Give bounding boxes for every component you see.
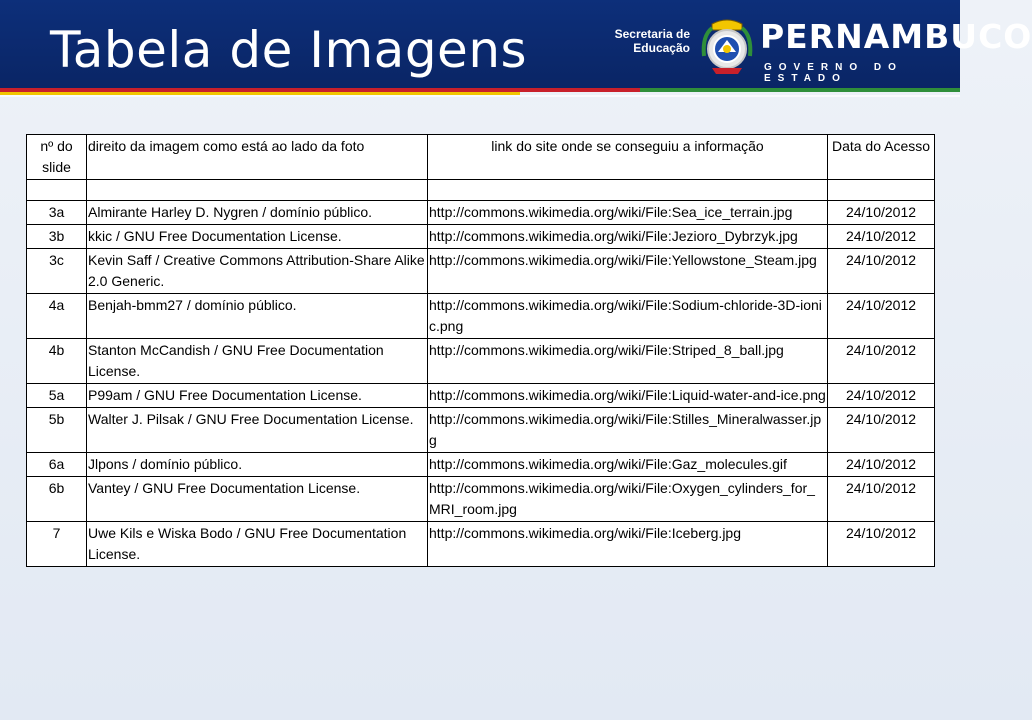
- stripe-green: [640, 88, 960, 92]
- cell-link[interactable]: http://commons.wikimedia.org/wiki/File:Yellowstone_Steam.jpg: [428, 249, 828, 294]
- header-row: [27, 135, 935, 180]
- table-cell: [828, 180, 935, 201]
- cell-date: 24/10/2012: [828, 522, 935, 567]
- table-row: [27, 408, 935, 453]
- secretaria-line-1: Secretaria de: [614, 27, 690, 41]
- cell-slide: 7: [27, 522, 87, 567]
- cell-rights: kkic / GNU Free Documentation License.: [87, 225, 428, 249]
- cell-date: 24/10/2012: [828, 201, 935, 225]
- table-row: [27, 294, 935, 339]
- secretaria-line-2: Educação: [633, 41, 690, 55]
- table-row: [27, 522, 935, 567]
- cell-date: 24/10/2012: [828, 294, 935, 339]
- col-header-link: link do site onde se conseguiu a informação: [428, 135, 828, 180]
- brand-name: PERNAMBUCO: [760, 17, 1032, 56]
- cell-rights: Benjah-bmm27 / domínio público.: [87, 294, 428, 339]
- table-cell: [428, 180, 828, 201]
- cell-date: 24/10/2012: [828, 453, 935, 477]
- cell-rights: Vantey / GNU Free Documentation License.: [87, 477, 428, 522]
- brand-subtitle: GOVERNO DO ESTADO: [764, 62, 903, 84]
- cell-rights: Uwe Kils e Wiska Bodo / GNU Free Documentation License.: [87, 522, 428, 567]
- col-header-slide: nº do slide: [27, 135, 87, 180]
- empty-row: [27, 180, 935, 201]
- cell-rights: Stanton McCandish / GNU Free Documentation License.: [87, 339, 428, 384]
- cell-date: 24/10/2012: [828, 408, 935, 453]
- cell-date: 24/10/2012: [828, 249, 935, 294]
- table-row: [27, 339, 935, 384]
- cell-slide: 6a: [27, 453, 87, 477]
- cell-link[interactable]: http://commons.wikimedia.org/wiki/File:Iceberg.jpg: [428, 522, 828, 567]
- cell-rights: Jlpons / domínio público.: [87, 453, 428, 477]
- cell-slide: 3a: [27, 201, 87, 225]
- cell-date: 24/10/2012: [828, 339, 935, 384]
- images-table: [26, 134, 935, 567]
- cell-link[interactable]: http://commons.wikimedia.org/wiki/File:Stilles_Mineralwasser.jpg: [428, 408, 828, 453]
- cell-link[interactable]: http://commons.wikimedia.org/wiki/File:Oxygen_cylinders_for_MRI_room.jpg: [428, 477, 828, 522]
- header-bar: [0, 0, 1032, 88]
- cell-slide: 5b: [27, 408, 87, 453]
- cell-slide: 4a: [27, 294, 87, 339]
- col-header-rights: direito da imagem como está ao lado da foto: [87, 135, 428, 180]
- cell-link[interactable]: http://commons.wikimedia.org/wiki/File:Liquid-water-and-ice.png: [428, 384, 828, 408]
- cell-date: 24/10/2012: [828, 477, 935, 522]
- cell-date: 24/10/2012: [828, 384, 935, 408]
- stripe-white: [0, 95, 960, 97]
- state-seal-icon: [698, 16, 756, 76]
- table-row: [27, 453, 935, 477]
- table-row: [27, 249, 935, 294]
- table-cell: [87, 180, 428, 201]
- page-title: Tabela de Imagens: [50, 21, 528, 79]
- table-row: [27, 201, 935, 225]
- cell-slide: 5a: [27, 384, 87, 408]
- cell-link[interactable]: http://commons.wikimedia.org/wiki/File:Gaz_molecules.gif: [428, 453, 828, 477]
- cell-slide: 3c: [27, 249, 87, 294]
- cell-slide: 4b: [27, 339, 87, 384]
- table-row: [27, 225, 935, 249]
- cell-rights: Walter J. Pilsak / GNU Free Documentation License.: [87, 408, 428, 453]
- table-cell: [27, 180, 87, 201]
- cell-link[interactable]: http://commons.wikimedia.org/wiki/File:Jezioro_Dybrzyk.jpg: [428, 225, 828, 249]
- col-header-date: Data do Acesso: [828, 135, 935, 180]
- cell-rights: Almirante Harley D. Nygren / domínio público.: [87, 201, 428, 225]
- cell-link[interactable]: http://commons.wikimedia.org/wiki/File:Sodium-chloride-3D-ionic.png: [428, 294, 828, 339]
- cell-slide: 6b: [27, 477, 87, 522]
- cell-slide: 3b: [27, 225, 87, 249]
- table-row: [27, 477, 935, 522]
- secretaria-label: [604, 27, 690, 55]
- table-row: [27, 384, 935, 408]
- cell-rights: Kevin Saff / Creative Commons Attribution-Share Alike 2.0 Generic.: [87, 249, 428, 294]
- cell-date: 24/10/2012: [828, 225, 935, 249]
- cell-link[interactable]: http://commons.wikimedia.org/wiki/File:Sea_ice_terrain.jpg: [428, 201, 828, 225]
- cell-link[interactable]: http://commons.wikimedia.org/wiki/File:Striped_8_ball.jpg: [428, 339, 828, 384]
- cell-rights: P99am / GNU Free Documentation License.: [87, 384, 428, 408]
